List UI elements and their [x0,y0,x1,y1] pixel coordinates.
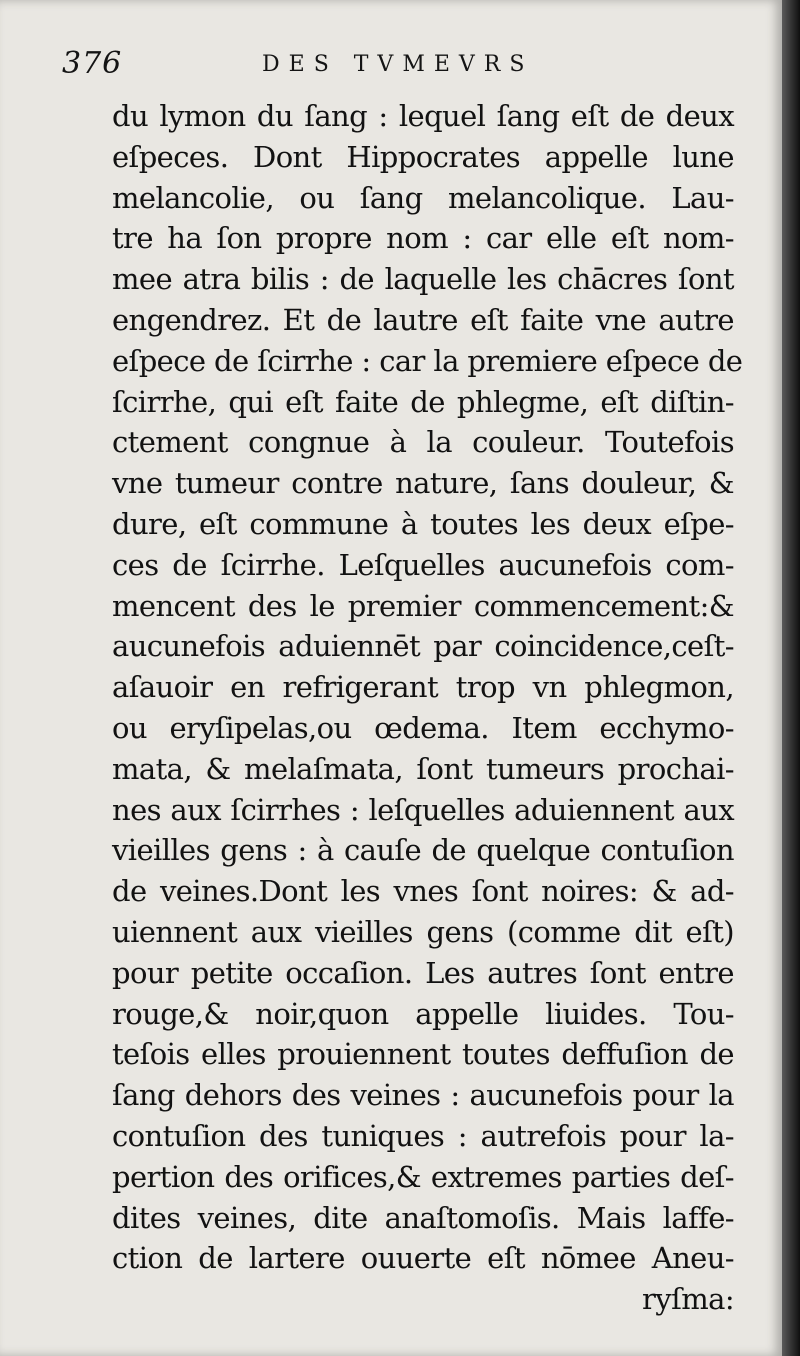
page-number: 376 [62,46,123,81]
text-line: tre ha ſon propre nom : car elle eſt nom- [112,221,734,256]
text-line: uiennent aux vieilles gens (comme dit eſt) [112,914,734,949]
text-line: mata, & melaſmata, ſont tumeurs prochai- [112,751,734,786]
catchword-line: ryſma: [642,1282,734,1317]
text-line: pertion des orifices,& extremes parties deſ- [112,1159,734,1194]
text-line: mencent des le premier commencement:& [112,588,734,623]
text-line: engendrez. Et de lautre eſt faite vne autre [112,302,734,337]
text-line: ces de ſcirrhe. Leſquelles aucunefois com- [112,547,734,582]
body-text [112,96,743,1320]
text-line: pour petite occaſion. Les autres ſont entre [112,955,734,990]
text-line: teſois elles prouiennent toutes deffuſion de [112,1037,734,1072]
text-line: eſpeces. Dont Hippocrates appelle lune [112,139,734,174]
text-line: de veines.Dont les vnes ſont noires: & ad- [112,874,734,909]
text-line: vne tumeur contre nature, ſans douleur, & [112,466,734,501]
text-line: dites veines, dite anaſtomoſis. Mais laffe- [112,1200,734,1235]
page-header [62,46,722,86]
text-line: contuſion des tuniques : autrefois pour la- [112,1118,734,1153]
text-line: ou eryſipelas,ou œdema. Item ecchymo- [112,710,734,745]
page-edge-shadow [782,0,800,1356]
text-line: vieilles gens : à cauſe de quelque contuſion [112,833,734,868]
text-line: aucunefois aduiennēt par coincidence,ceſt- [112,629,734,664]
text-line: du lymon du ſang : lequel ſang eſt de deux [112,99,734,133]
text-line: dure, eſt commune à toutes les deux eſpe- [112,506,734,541]
text-line: melancolie, ou ſang melancolique. Lau- [112,180,734,215]
text-line: ction de lartere ouuerte eſt nōmee Aneu- [112,1241,734,1276]
text-line: rouge,& noir,quon appelle liuides. Tou- [112,996,734,1031]
text-line: aſauoir en refrigerant trop vn phlegmon, [112,670,734,705]
running-head: DES TVMEVRS [262,52,534,77]
text-line: ſcirrhe, qui eſt faite de phlegme, eſt diſtin- [112,384,734,419]
text-line: eſpece de ſcirrhe : car la premiere eſpece de [112,343,743,378]
text-line: ctement congnue à la couleur. Toutefois [112,425,734,460]
text-line: ſang dehors des veines : aucunefois pour la [112,1078,734,1113]
text-line: nes aux ſcirrhes : leſquelles aduiennent aux [112,792,734,827]
text-line: mee atra bilis : de laquelle les chācres ſont [112,262,734,297]
